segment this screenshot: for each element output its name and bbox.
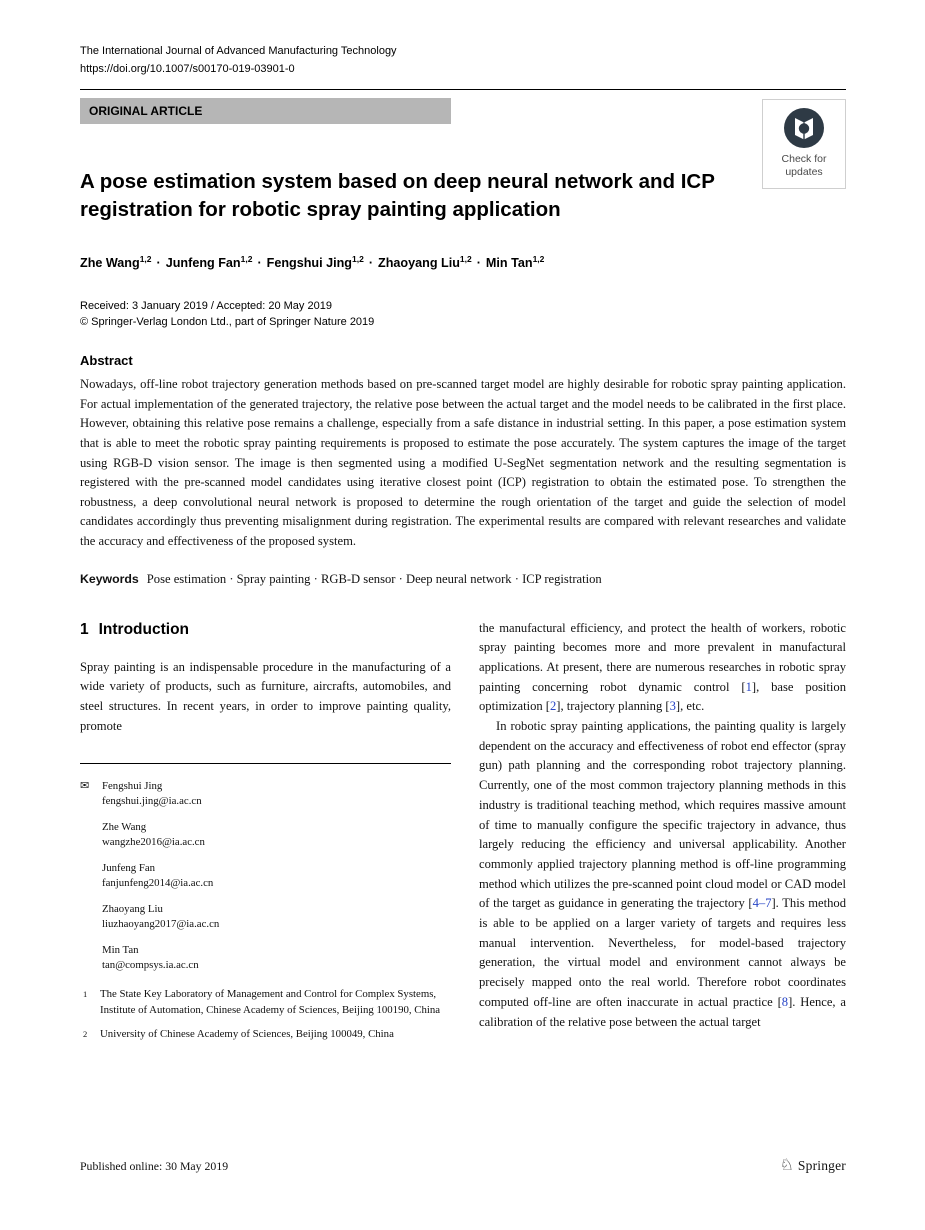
correspondent-name: Zhe Wang — [102, 821, 147, 834]
author-separator: · — [476, 256, 481, 271]
received-accepted: Received: 3 January 2019 / Accepted: 20 May 2019 — [80, 300, 332, 313]
left-column — [80, 619, 451, 1052]
citation-link[interactable]: 8 — [781, 994, 789, 1009]
text-segment: ], base position optimization [ — [479, 679, 846, 714]
affiliation-1 — [80, 987, 451, 1018]
author-contact-entry — [80, 861, 451, 891]
author-name: Junfeng Fan — [165, 256, 241, 271]
correspondent-name: Fengshui Jing — [102, 780, 163, 793]
affiliation-text: The State Key Laboratory of Management and Control for Complex Systems, Institute of Automation, Chinese Academy of Sciences, Beijing 100190, China — [100, 988, 441, 1016]
doi-link[interactable]: https://doi.org/10.1007/s00170-019-03901-0 — [80, 63, 295, 75]
springer-wordmark: Springer — [797, 1158, 846, 1173]
text-segment: the manufactural efficiency, and protect the health of workers, robotic spray painting becomes more and more prevalent in manufactural applications. At present, there are numerous researches in robotic spray painting concerning robot dynamic control [ — [479, 620, 846, 694]
section-number: 1 — [80, 620, 89, 638]
author-name: Zhaoyang Liu — [378, 256, 460, 271]
abstract-section — [80, 353, 846, 551]
author-name: Zhe Wang — [80, 256, 140, 271]
corresponding-author-entry — [80, 779, 451, 809]
correspondent-email[interactable]: liuzhaoyang2017@ia.ac.cn — [102, 918, 220, 931]
author-contact-entry — [80, 820, 451, 850]
affiliation-number: 1 — [83, 989, 88, 1000]
journal-name: The International Journal of Advanced Manufacturing Technology — [80, 45, 397, 57]
page-footer — [80, 1158, 846, 1174]
author[interactable] — [486, 256, 544, 270]
text-segment: In robotic spray painting applications, the painting quality is largely dependent on the accuracy and effectiveness of robot end effector (spray gun) path planning and the corresponding robot trajectory planning. Currently, one of the most common trajectory planning methods in this industry is traditional teaching method, which requires massive amount of time to manually configure the specific trajectory in advance, thus largely reducing the efficiency and universal applicability. Another commonly applied trajectory planning method is off-line programming method which utilizes the pre-scanned point cloud model or CAD model of the target as guidance in generating the trajectory [ — [479, 719, 846, 911]
keywords-label: Keywords — [80, 571, 139, 586]
correspondent-email[interactable]: wangzhe2016@ia.ac.cn — [102, 836, 205, 849]
section-title: Introduction — [98, 620, 190, 638]
affiliation-text: University of Chinese Academy of Sciences, Beijing 100049, China — [100, 1028, 394, 1041]
published-online: Published online: 30 May 2019 — [80, 1158, 229, 1173]
citation-link[interactable]: 2 — [550, 699, 557, 714]
author-list — [80, 254, 846, 270]
citation-link[interactable]: 1 — [745, 679, 752, 694]
affiliation-number: 2 — [83, 1029, 88, 1040]
author[interactable] — [378, 256, 472, 270]
footnote-block — [80, 763, 451, 1043]
author-affiliation-sup: 1,2 — [240, 254, 253, 264]
author-affiliation-sup: 1,2 — [139, 254, 152, 264]
intro-paragraph-right-1 — [479, 619, 846, 718]
crossmark-icon — [783, 107, 825, 149]
right-column — [479, 619, 846, 1052]
text-segment: ], etc. — [675, 699, 705, 714]
check-badge-label-line2: updates — [785, 165, 823, 178]
author-separator: · — [156, 256, 161, 271]
article-type-banner: ORIGINAL ARTICLE — [80, 98, 451, 124]
springer-logo — [780, 1158, 846, 1174]
author-affiliation-sup: 1,2 — [532, 254, 545, 264]
correspondent-email[interactable]: fengshui.jing@ia.ac.cn — [102, 795, 202, 808]
envelope-icon: ✉ — [80, 780, 90, 793]
abstract-text: Nowadays, off-line robot trajectory generation methods based on pre-scanned target model are highly desirable for robotic spray painting application. For actual implementation of the generated trajectory, the relative pose between the actual target and the model needs to be calibrated in the first place. However, obtaining this relative pose remains a challenge, especially from a safe distance in industrial setting. In this paper, a pose estimation system that is able to meet the robotic spray painting requirements is proposed to estimate the pose accurately. The system captures the image of the target using RGB-D vision sensor. The image is then segmented using a modified U-SegNet segmentation network and the resulting segmentation is registered with the pre-scanned model candidates using iterative closest point (ICP) registration to obtain the estimated pose. To strengthen the robustness, a deep convolutional neural network is proposed to determine the rough orientation of the target and guide the selection of model candidates accordingly thus preventing misalignment during registration. The experimental results are compared with relevant researches and validate the accuracy and effectiveness of the proposed system. — [80, 377, 846, 548]
text-segment: ]. This method is able to be applied on a larger variety of targets and requires less manual intervention. Nevertheless, for model-based trajectory generation, the virtual model and environment cannot always be precisely mapped onto the real world. Therefore robot coordinates computed off-line are often inaccurate in actual practice [ — [479, 896, 846, 1009]
author-affiliation-sup: 1,2 — [459, 254, 472, 264]
springer-horse-icon: ♘ — [779, 1157, 794, 1174]
keywords-text: Pose estimation · Spray painting · RGB-D sensor · Deep neural network · ICP registration — [146, 571, 602, 586]
check-badge-label-line1: Check for — [781, 153, 827, 165]
intro-paragraph-right-2 — [479, 717, 846, 1032]
affiliation-list — [80, 987, 451, 1043]
text-segment: ], trajectory planning [ — [556, 699, 670, 714]
intro-paragraph-left: Spray painting is an indispensable procedure in the manufacturing of a wide variety of products, such as furniture, aircrafts, automobiles, and steel structures. In recent years, in order to improve painting quality, promote — [80, 659, 451, 733]
section-1-heading — [80, 621, 451, 639]
author-name: Min Tan — [485, 256, 533, 271]
author[interactable] — [166, 256, 253, 270]
body-columns — [80, 619, 846, 1052]
abstract-heading: Abstract — [80, 353, 133, 369]
author-name: Fengshui Jing — [266, 256, 352, 271]
correspondent-email[interactable]: fanjunfeng2014@ia.ac.cn — [102, 877, 214, 890]
correspondent-name: Zhaoyang Liu — [102, 903, 163, 916]
keywords-section — [80, 572, 846, 587]
author[interactable] — [80, 256, 152, 270]
copyright-line: © Springer-Verlag London Ltd., part of Springer Nature 2019 — [80, 315, 375, 328]
page-header — [80, 44, 846, 90]
author-contact-entry — [80, 902, 451, 932]
author-contact-entry — [80, 943, 451, 973]
article-type-row — [80, 98, 846, 124]
article-title: A pose estimation system based on deep neural network and ICP registration for robotic spray painting application — [80, 170, 715, 221]
author-affiliation-sup: 1,2 — [352, 254, 364, 264]
affiliation-2 — [80, 1027, 451, 1043]
header-rule — [80, 89, 846, 90]
citation-link[interactable]: 4–7 — [752, 896, 772, 911]
check-for-updates-badge[interactable] — [762, 99, 846, 189]
author[interactable] — [267, 256, 364, 270]
text-segment: ]. Hence, a calibration of the relative pose between the actual target — [479, 994, 846, 1029]
correspondent-name: Junfeng Fan — [102, 862, 156, 875]
citation-link[interactable]: 3 — [669, 699, 676, 714]
correspondent-email[interactable]: tan@compsys.ia.ac.cn — [102, 959, 199, 972]
dates-block — [80, 299, 846, 330]
author-separator: · — [257, 256, 262, 271]
author-separator: · — [368, 256, 374, 271]
correspondent-name: Min Tan — [102, 944, 139, 957]
